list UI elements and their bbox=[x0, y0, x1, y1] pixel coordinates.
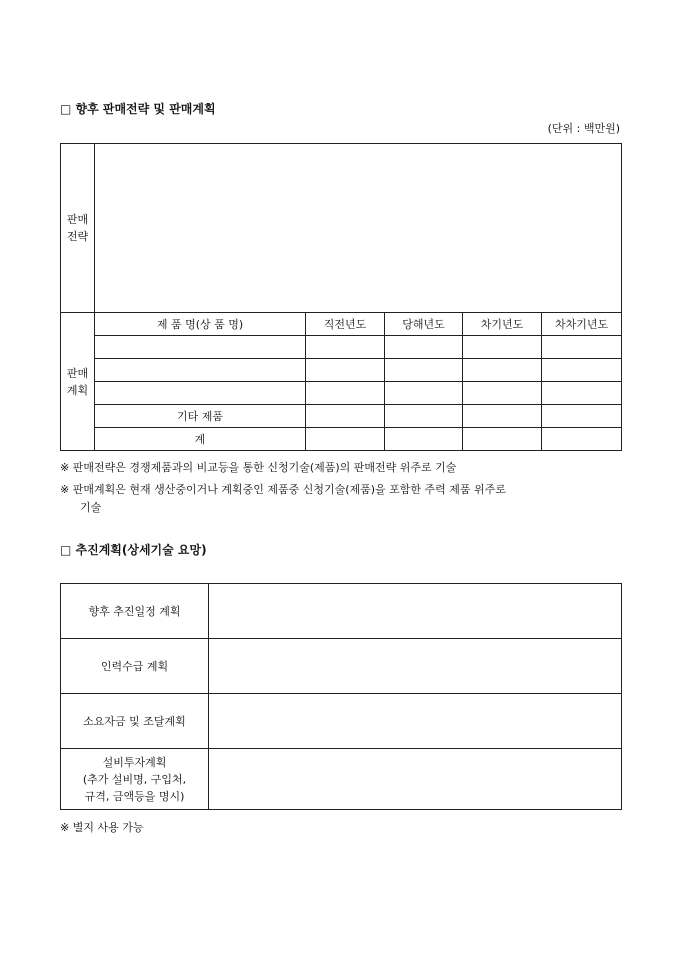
product-cell[interactable] bbox=[95, 359, 306, 382]
header-next-year: 차기년도 bbox=[463, 313, 542, 336]
sales-notes bbox=[60, 460, 630, 516]
sales-header-row bbox=[61, 313, 622, 336]
other-products-row bbox=[61, 405, 622, 428]
value-cell[interactable] bbox=[542, 382, 622, 405]
funding-input-cell[interactable] bbox=[209, 694, 622, 749]
table-row bbox=[61, 584, 622, 639]
value-cell[interactable] bbox=[542, 359, 622, 382]
total-label: 계 bbox=[95, 428, 306, 451]
value-cell[interactable] bbox=[385, 428, 463, 451]
value-cell[interactable] bbox=[306, 359, 385, 382]
strategy-input-cell[interactable] bbox=[95, 144, 622, 313]
staffing-label: 인력수급 계획 bbox=[61, 639, 209, 694]
equipment-label: 설비투자계획 (추가 설비명, 구입처, 규격, 금액등을 명시) bbox=[61, 749, 209, 810]
note-plan: ※ 판매계획은 현재 생산중이거나 계획중인 제품중 신청기술(제품)을 포함한 주력 제품 위주로 bbox=[60, 483, 506, 496]
value-cell[interactable] bbox=[463, 359, 542, 382]
staffing-input-cell[interactable] bbox=[209, 639, 622, 694]
total-row bbox=[61, 428, 622, 451]
product-cell[interactable] bbox=[95, 336, 306, 359]
value-cell[interactable] bbox=[385, 405, 463, 428]
unit-label: (단위 : 백만원) bbox=[547, 122, 620, 135]
other-products-label: 기타 제품 bbox=[95, 405, 306, 428]
schedule-input-cell[interactable] bbox=[209, 584, 622, 639]
value-cell[interactable] bbox=[542, 405, 622, 428]
strategy-label: 판매 전략 bbox=[61, 144, 95, 313]
table-row bbox=[61, 359, 622, 382]
product-cell[interactable] bbox=[95, 382, 306, 405]
header-year-after-next: 차차기년도 bbox=[542, 313, 622, 336]
plan-section-title: □ 추진계획(상세기술 요망) bbox=[60, 543, 207, 557]
equipment-input-cell[interactable] bbox=[209, 749, 622, 810]
note-plan-continued: 기술 bbox=[80, 501, 102, 514]
schedule-label: 향후 추진일정 계획 bbox=[61, 584, 209, 639]
table-row bbox=[61, 749, 622, 810]
value-cell[interactable] bbox=[463, 428, 542, 451]
value-cell[interactable] bbox=[306, 428, 385, 451]
plan-label: 판매 계획 bbox=[61, 313, 95, 451]
sales-table bbox=[60, 143, 622, 451]
strategy-row bbox=[61, 144, 622, 313]
note-strategy: ※ 판매전략은 경쟁제품과의 비교등을 통한 신청기술(제품)의 판매전략 위주로 기술 bbox=[60, 461, 457, 474]
value-cell[interactable] bbox=[463, 405, 542, 428]
separate-sheet-note: ※ 별지 사용 가능 bbox=[60, 821, 144, 834]
table-row bbox=[61, 694, 622, 749]
value-cell[interactable] bbox=[385, 382, 463, 405]
funding-label: 소요자금 및 조달계획 bbox=[61, 694, 209, 749]
value-cell[interactable] bbox=[463, 382, 542, 405]
header-product-name: 제 품 명(상 품 명) bbox=[95, 313, 306, 336]
value-cell[interactable] bbox=[306, 405, 385, 428]
value-cell[interactable] bbox=[385, 336, 463, 359]
value-cell[interactable] bbox=[306, 382, 385, 405]
value-cell[interactable] bbox=[542, 336, 622, 359]
header-current-year: 당해년도 bbox=[385, 313, 463, 336]
value-cell[interactable] bbox=[306, 336, 385, 359]
header-prev-year: 직전년도 bbox=[306, 313, 385, 336]
value-cell[interactable] bbox=[385, 359, 463, 382]
sales-section-title: □ 향후 판매전략 및 판매계획 bbox=[60, 102, 216, 116]
value-cell[interactable] bbox=[542, 428, 622, 451]
table-row bbox=[61, 382, 622, 405]
value-cell[interactable] bbox=[463, 336, 542, 359]
table-row bbox=[61, 336, 622, 359]
plan-table bbox=[60, 583, 622, 810]
table-row bbox=[61, 639, 622, 694]
